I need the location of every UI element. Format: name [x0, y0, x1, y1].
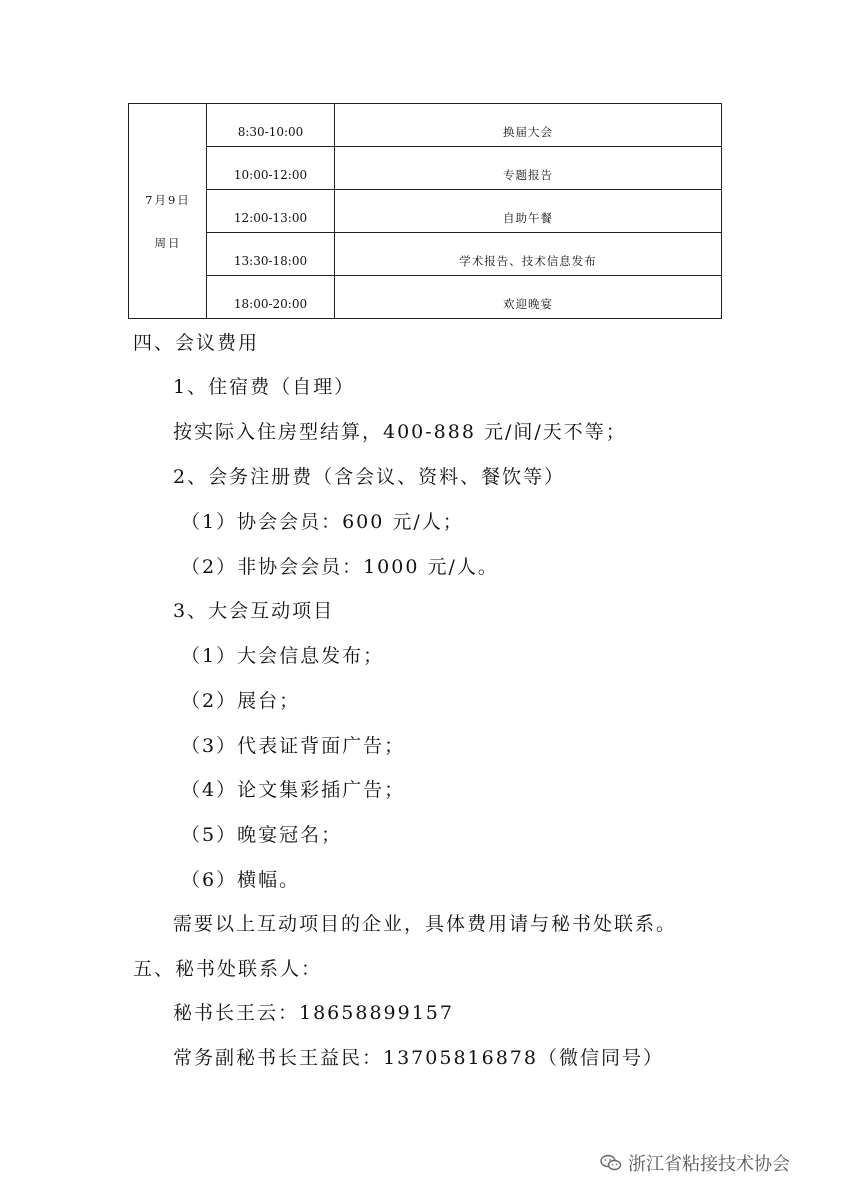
schedule-row [207, 104, 721, 147]
fee1-title: 1、住宿费（自理） [173, 376, 356, 398]
fee3-item: （5）晚宴冠名； [181, 824, 343, 846]
schedule-time: 18:00-20:00 [207, 276, 335, 319]
fee2-item: （1）协会会员：600 元/人； [181, 511, 464, 533]
fee1-text: 按实际入住房型结算，400-888 元/间/天不等； [173, 421, 627, 443]
schedule-table [128, 103, 722, 319]
schedule-date: 7月9日 [145, 193, 191, 207]
schedule-weekday: 周日 [154, 236, 182, 250]
date-cell [129, 104, 207, 318]
fee2-title: 2、会务注册费（含会议、资料、餐饮等） [173, 466, 566, 488]
fee3-item: （2）展台； [181, 690, 301, 712]
watermark [600, 1150, 790, 1177]
schedule-item: 学术报告、技术信息发布 [459, 254, 597, 268]
contact-secretary-general: 秘书长王云：18658899157 [173, 1002, 454, 1024]
schedule-item: 欢迎晚宴 [503, 297, 553, 311]
fee3-item: （3）代表证背面广告； [181, 735, 406, 757]
schedule-row [207, 147, 721, 190]
schedule-item: 换届大会 [503, 125, 553, 139]
schedule-time: 10:00-12:00 [207, 147, 335, 189]
section4-heading: 四、会议费用 [133, 332, 260, 354]
contact-deputy-secretary: 常务副秘书长王益民：13705816878（微信同号） [173, 1047, 664, 1069]
section5-heading: 五、秘书处联系人： [133, 958, 323, 980]
schedule-item: 自助午餐 [503, 211, 553, 225]
wechat-icon [600, 1154, 622, 1177]
watermark-text: 浙江省粘接技术协会 [628, 1154, 790, 1175]
schedule-time: 13:30-18:00 [207, 233, 335, 275]
schedule-row [207, 233, 721, 276]
schedule-time: 8:30-10:00 [207, 104, 335, 146]
fee3-item: （4）论文集彩插广告； [181, 779, 406, 801]
schedule-item: 专题报告 [503, 168, 553, 182]
schedule-row [207, 276, 721, 319]
fee3-title: 3、大会互动项目 [173, 600, 335, 622]
fee3-item: （1）大会信息发布； [181, 645, 385, 667]
schedule-row [207, 190, 721, 233]
schedule-time: 12:00-13:00 [207, 190, 335, 232]
fee3-item: （6）横幅。 [181, 869, 301, 891]
section4-note: 需要以上互动项目的企业，具体费用请与秘书处联系。 [173, 913, 678, 935]
fee2-item: （2）非协会会员：1000 元/人。 [181, 556, 499, 578]
